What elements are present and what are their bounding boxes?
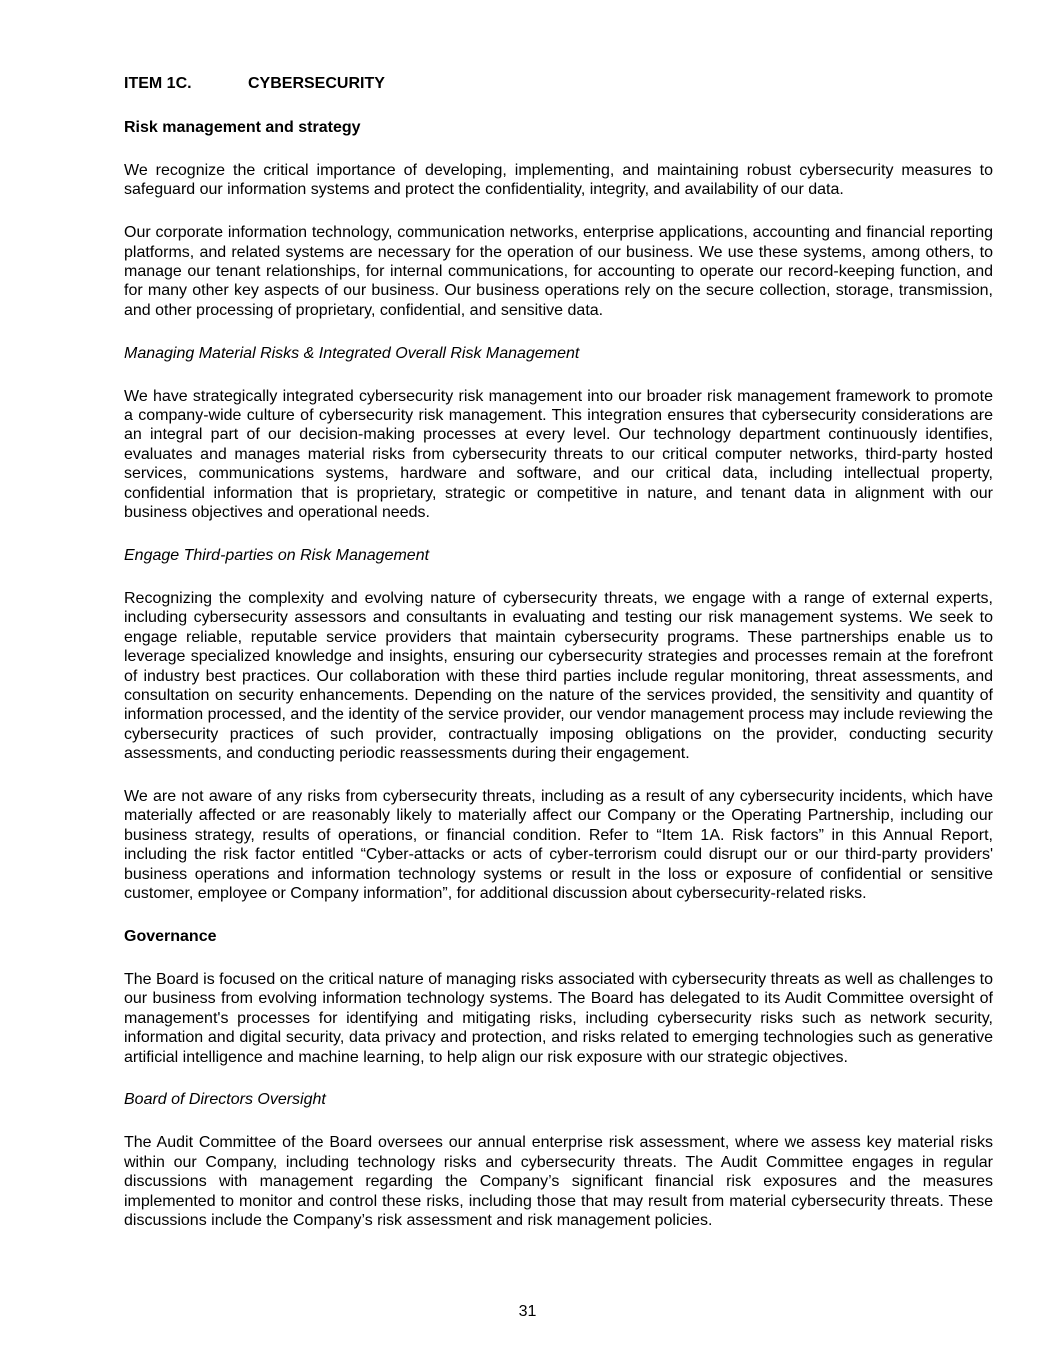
subsection-heading-third-parties: Engage Third-parties on Risk Management <box>124 547 430 564</box>
paragraph: Our corporate information technology, communication networks, enterprise applications, accounting and financial reporting platforms, and related systems are necessary for the operation of our business. We use these systems, among others, to manage our tenant relationships, for internal communications, for accounting to operate our record-keeping function, and for many other key aspects of our business. Our business operations rely on the secure collection, storage, transmission, and other processing of proprietary, confidential, and sensitive data. <box>124 224 993 319</box>
paragraph: We have strategically integrated cybersecurity risk management into our broader risk management framework to promote a company-wide culture of cybersecurity risk management. This integration ensures that cybersecurity considerations are an integral part of our decision-making processes at every level. Our technology department continuously identifies, evaluates and manages material risks from cybersecurity threats to our critical computer networks, third-party hosted services, communications systems, hardware and software, and our critical data, including intellectual property, confidential information that is proprietary, strategic or competitive in nature, and tenant data in alignment with our business objectives and operational needs. <box>124 387 993 522</box>
page-number: 31 <box>518 1303 537 1320</box>
paragraph: The Audit Committee of the Board oversees our annual enterprise risk assessment, where we assess key material risks within our Company, including technology risks and cybersecurity threats. The Audit Committee engages in regular discussions with management regarding the Company’s significant financial risk exposures and the measures implemented to monitor and control these risks, including those that may result from material cybersecurity threats. These discussions include the Company’s risk assessment and risk management policies. <box>124 1134 993 1229</box>
document-body <box>124 74 993 1254</box>
subsection-heading-managing-material-risks: Managing Material Risks & Integrated Overall Risk Management <box>124 344 580 362</box>
subsection-heading-board-oversight: Board of Directors Oversight <box>124 1091 326 1109</box>
paragraph: Recognizing the complexity and evolving nature of cybersecurity threats, we engage with a range of external experts, including cybersecurity assessors and consultants in evaluating and testing our risk management systems. We seek to engage reliable, reputable service providers that maintain cybersecurity programs. These partnerships enable us to leverage specialized knowledge and insights, ensuring our cybersecurity strategies and processes remain at the forefront of industry best practices. Our collaboration with these third parties include regular monitoring, threat assessments, and consultation on security enhancements. Depending on the nature of the services provided, the sensitivity and quantity of information processed, and the identity of the service provider, our vendor management process may include reviewing the cybersecurity practices of such provider, contractually imposing obligations on the provider, conducting security assessments, and conducting periodic reassessments during their engagement. <box>124 589 993 763</box>
paragraph: We are not aware of any risks from cybersecurity threats, including as a result of any cybersecurity incidents, which have materially affected or are reasonably likely to materially affect our Company or the Operating Partnership, including our business strategy, results of operations, or financial condition. Refer to “Item 1A. Risk factors” in this Annual Report, including the risk factor entitled “Cyber-attacks or acts of cyber-terrorism could disrupt our or our third-party providers' business operations and information technology systems or result in the loss or exposure of confidential or sensitive customer, employee or Company information”, for additional discussion about cybersecurity-related risks. <box>124 788 993 903</box>
section-heading-governance: Governance <box>124 928 217 945</box>
item-number: ITEM 1C. <box>124 75 192 92</box>
paragraph: The Board is focused on the critical nature of managing risks associated with cybersecurity threats as well as challenges to our business from evolving information technology systems. The Board has delegated to its Audit Committee oversight of management's processes for identifying and mitigating risks, including cybersecurity risks such as network security, information and digital security, data privacy and protection, and risks related to emerging technologies such as generative artificial intelligence and machine learning, to help align our risk exposure with our strategic objectives. <box>124 970 993 1066</box>
item-title: CYBERSECURITY <box>248 75 385 92</box>
paragraph: We recognize the critical importance of developing, implementing, and maintaining robust cybersecurity measures to safeguard our information systems and protect the confidentiality, integrity, and availability of our data. <box>124 161 993 199</box>
item-heading <box>124 74 993 94</box>
section-heading-risk-management: Risk management and strategy <box>124 119 361 136</box>
